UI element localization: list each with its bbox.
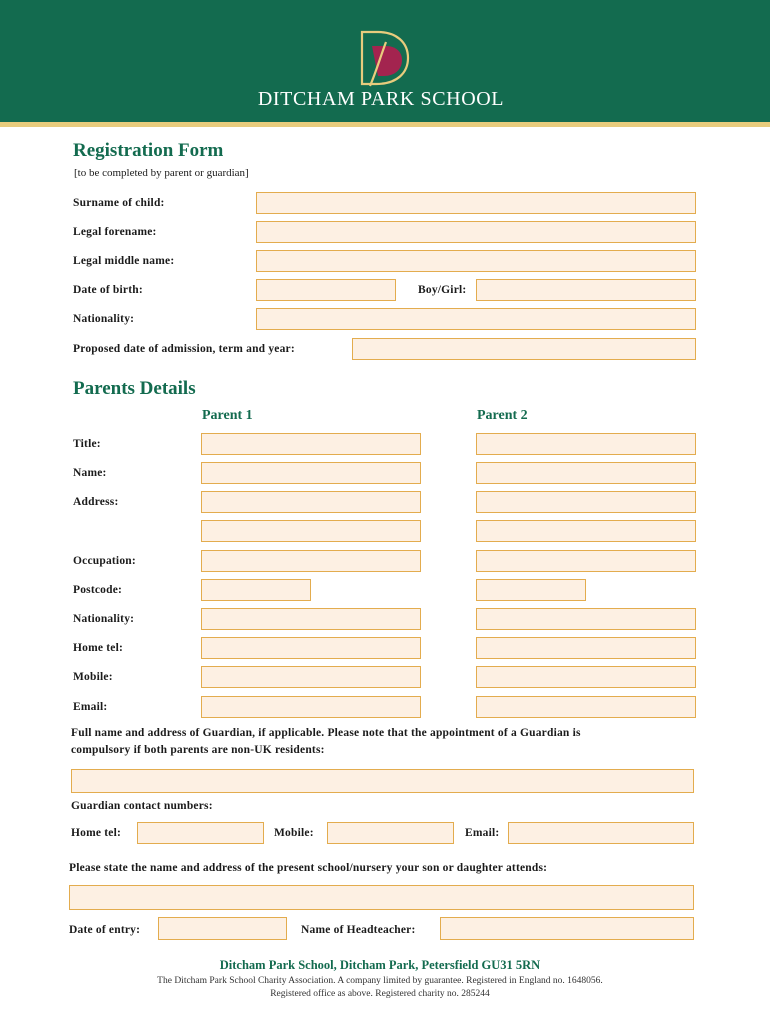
guardian-email-field[interactable] (508, 822, 694, 844)
parent1-address-field-2[interactable] (201, 520, 421, 542)
nationality-label: Nationality: (73, 313, 135, 325)
parents-details-title: Parents Details (73, 378, 196, 399)
parent2-address-field-2[interactable] (476, 520, 696, 542)
header-banner (0, 0, 770, 122)
date-of-entry-field[interactable] (158, 917, 287, 940)
parent-postcode-label: Postcode: (73, 584, 123, 596)
parent-mobile-label: Mobile: (73, 671, 113, 683)
headteacher-field[interactable] (440, 917, 694, 940)
boy-girl-field[interactable] (476, 279, 696, 301)
parent1-home-tel-field[interactable] (201, 637, 421, 659)
admission-label: Proposed date of admission, term and year: (73, 343, 295, 355)
parent2-email-field[interactable] (476, 696, 696, 718)
parent-home-tel-label: Home tel: (73, 642, 124, 654)
parent1-occupation-field[interactable] (201, 550, 421, 572)
admission-field[interactable] (352, 338, 696, 360)
parent2-address-field-1[interactable] (476, 491, 696, 513)
guardian-home-tel-field[interactable] (137, 822, 264, 844)
parent1-title-field[interactable] (201, 433, 421, 455)
school-name: DITCHAM PARK SCHOOL (257, 88, 505, 110)
parent2-occupation-field[interactable] (476, 550, 696, 572)
nationality-field[interactable] (256, 308, 696, 330)
parent2-home-tel-field[interactable] (476, 637, 696, 659)
guardian-email-label: Email: (465, 827, 500, 839)
dp-monogram-logo-icon (356, 30, 412, 88)
present-school-question: Please state the name and address of the present school/nursery your son or daughter attends: (69, 862, 548, 874)
footer-address: Ditcham Park School, Ditcham Park, Petersfield GU31 5RN (219, 958, 541, 972)
registration-form-title: Registration Form (73, 140, 224, 161)
forename-field[interactable] (256, 221, 696, 243)
guardian-home-tel-label: Home tel: (71, 827, 122, 839)
parent2-nationality-field[interactable] (476, 608, 696, 630)
parent-title-label: Title: (73, 438, 101, 450)
boy-girl-label: Boy/Girl: (418, 284, 467, 296)
parent-occupation-label: Occupation: (73, 555, 136, 567)
footer-charity-line: Registered office as above. Registered charity no. 285244 (270, 989, 490, 999)
parent1-address-field-1[interactable] (201, 491, 421, 513)
parent2-title-field[interactable] (476, 433, 696, 455)
surname-field[interactable] (256, 192, 696, 214)
present-school-field[interactable] (69, 885, 694, 910)
guardian-mobile-field[interactable] (327, 822, 454, 844)
date-of-entry-label: Date of entry: (69, 924, 141, 936)
parent-address-label: Address: (73, 496, 119, 508)
parent-2-heading: Parent 2 (477, 408, 528, 423)
middle-name-field[interactable] (256, 250, 696, 272)
registration-subtitle: [to be completed by parent or guardian] (74, 167, 249, 179)
surname-label: Surname of child: (73, 197, 165, 209)
parent1-mobile-field[interactable] (201, 666, 421, 688)
parent2-mobile-field[interactable] (476, 666, 696, 688)
header-stripe (0, 122, 770, 127)
parent-1-heading: Parent 1 (202, 408, 253, 423)
headteacher-label: Name of Headteacher: (301, 924, 416, 936)
parent1-nationality-field[interactable] (201, 608, 421, 630)
parent1-name-field[interactable] (201, 462, 421, 484)
guardian-contact-label: Guardian contact numbers: (71, 800, 213, 812)
parent-nationality-label: Nationality: (73, 613, 135, 625)
parent-name-label: Name: (73, 467, 107, 479)
parent-email-label: Email: (73, 701, 108, 713)
forename-label: Legal forename: (73, 226, 157, 238)
guardian-mobile-label: Mobile: (274, 827, 314, 839)
guardian-name-address-field[interactable] (71, 769, 694, 793)
parent1-postcode-field[interactable] (201, 579, 311, 601)
middle-name-label: Legal middle name: (73, 255, 175, 267)
guardian-note-line-2: compulsory if both parents are non-UK residents: (71, 744, 325, 756)
parent1-email-field[interactable] (201, 696, 421, 718)
dob-field[interactable] (256, 279, 396, 301)
guardian-note-line-1: Full name and address of Guardian, if applicable. Please note that the appointment of a Guardian is (71, 727, 581, 739)
dob-label: Date of birth: (73, 284, 143, 296)
parent2-postcode-field[interactable] (476, 579, 586, 601)
parent2-name-field[interactable] (476, 462, 696, 484)
footer-company-line: The Ditcham Park School Charity Association. A company limited by guarantee. Registered in England no. 1648056. (157, 976, 603, 986)
